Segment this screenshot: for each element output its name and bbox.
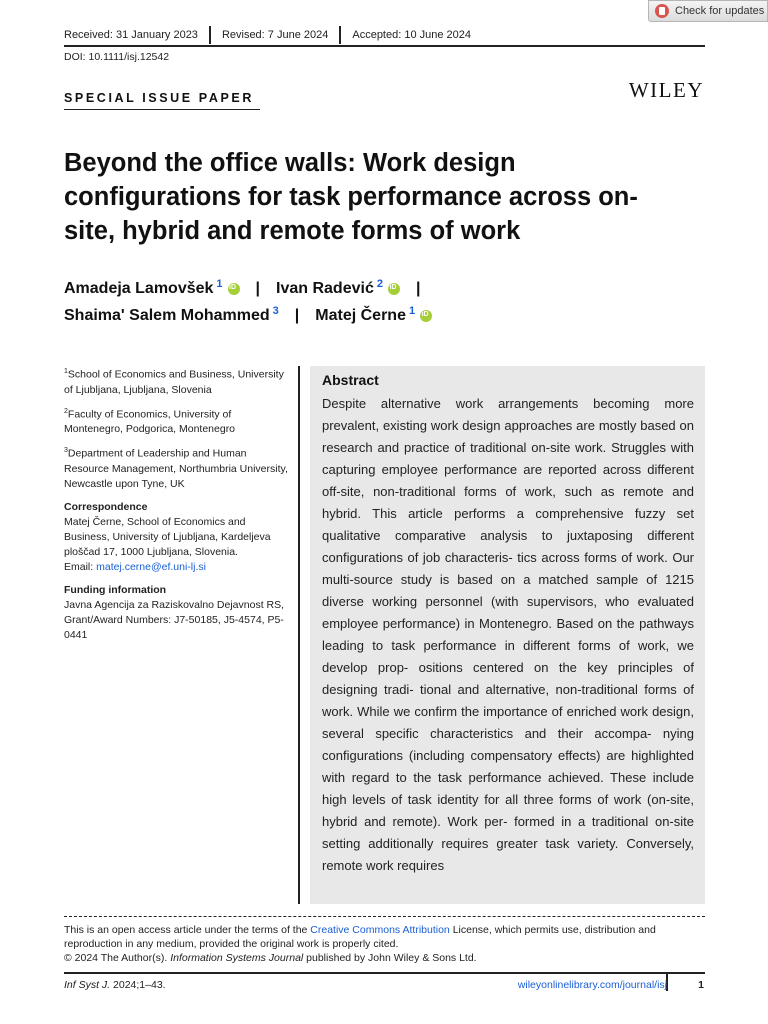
cc-license-link[interactable]: Creative Commons Attribution	[310, 924, 450, 936]
funding-heading: Funding information	[64, 583, 167, 596]
copyright: © 2024 The Author(s). Information Systems Journal published by John Wiley & Sons Ltd.	[64, 952, 477, 964]
footer-rule	[64, 972, 705, 974]
author-name[interactable]: Ivan Radević	[276, 280, 374, 297]
author-name[interactable]: Shaima' Salem Mohammed	[64, 307, 270, 324]
footnote-rule	[64, 916, 705, 917]
citation: Inf Syst J. 2024;1–43.	[64, 979, 166, 991]
check-for-updates-label: Check for updates	[675, 5, 765, 17]
author-affiliation-sup: 1	[216, 278, 223, 290]
affiliations-column	[64, 364, 288, 643]
orcid-icon[interactable]	[228, 283, 240, 295]
abstract-text: Despite alternative work arrangements becoming more prevalent, existing work design approaches are mostly based on research and practice of traditional on-site work. Struggles with capturing employee performance are reported across different off-site, non-traditional forms of work, such as remote and hybrid. This article performs a comprehensive fuzzy set qualitative comparative analysis to juxtaposing different configurations of job characteris- tics across forms of work. Our multi-source study is based on a matched sample of 1215 diverse working personnel (with supervisors, who evaluated employee performance) in Montenegro. Based on the pathways leading to task performance in different forms of work, we develop prop- ositions centered on the key principles of designing tradi- tional and alternative, non-traditional forms of work. While we confirm the importance of enriched work design, several specific characteristics and their accompa- nying configurations (including compensatory effects) are highlighted with regard to the task performance achieved. These include high levels of task identity for all three forms of work (on-site, hybrid and remote). Work per- formed in a traditional on-site setting additionally requires greater task variety. Conversely, remote work requires	[322, 396, 694, 873]
author-line-2	[64, 307, 432, 325]
affiliation: $^3$Department of Leadership and Human Resource Management, Northumbria University, Newcastle upon Tyne, UK	[64, 447, 288, 490]
author-affiliation-sup: 2	[376, 278, 383, 290]
affiliation: $^1$School of Economics and Business, University of Ljubljana, Ljubljana, Slovenia	[64, 368, 284, 396]
date-divider	[209, 26, 211, 44]
page-number: 1	[698, 979, 704, 991]
author-name[interactable]: Amadeja Lamovšek	[64, 280, 214, 297]
author-name[interactable]: Matej Černe	[315, 307, 406, 324]
funding-text: Javna Agencija za Raziskovalno Dejavnost RS, Grant/Award Numbers: J7-50185, J5-4574, P5-0441	[64, 598, 285, 641]
check-for-updates-button[interactable]	[648, 0, 768, 22]
column-divider	[298, 366, 300, 904]
abstract-heading: Abstract	[322, 372, 379, 388]
article-dates	[64, 29, 471, 44]
author-line-1	[64, 280, 436, 298]
revised-date: Revised: 7 June 2024	[221, 29, 329, 41]
correspondence-text: Matej Černe, School of Economics and Business, University of Ljubljana, Kardeljeva ploščad 17, 1000 Ljubljana, Slovenia. Email: matej.cerne@ef.uni-lj.si	[64, 515, 271, 573]
email-link[interactable]: matej.cerne@ef.uni-lj.si	[96, 560, 206, 573]
section-label: SPECIAL ISSUE PAPER	[64, 91, 254, 105]
journal-url-link[interactable]: wileyonlinelibrary.com/journal/isj	[517, 979, 667, 991]
received-date: Received: 31 January 2023	[64, 29, 198, 41]
abstract-box	[310, 366, 705, 904]
header-rule	[64, 45, 705, 47]
author-affiliation-sup: 1	[408, 305, 416, 317]
correspondence-heading: Correspondence	[64, 500, 148, 513]
crossmark-icon	[655, 4, 669, 18]
doi: DOI: 10.1111/isj.12542	[64, 51, 170, 63]
article-title: Beyond the office walls: Work design configurations for task performance across on-site, hybrid and remote forms of work	[64, 149, 638, 245]
accepted-date: Accepted: 10 June 2024	[352, 29, 472, 41]
author-separator: |	[255, 280, 261, 297]
section-underline	[64, 109, 260, 110]
date-divider	[339, 26, 341, 44]
affiliation: $^2$Faculty of Economics, University of Montenegro, Podgorica, Montenegro	[64, 407, 236, 435]
author-separator: |	[415, 280, 421, 297]
author-affiliation-sup: 3	[272, 305, 279, 317]
author-separator: |	[294, 307, 300, 324]
publisher-logo: WILEY	[628, 78, 704, 102]
license-note: This is an open access article under the terms of the Creative Commons Attribution License, which permits use, distribution and reproduction in any medium, provided the original work is properly cited. © 2024 The Author(s). Information Systems Journal published by John Wiley & Sons Ltd.	[64, 923, 705, 965]
orcid-icon[interactable]	[388, 283, 400, 295]
orcid-icon[interactable]	[420, 310, 432, 322]
